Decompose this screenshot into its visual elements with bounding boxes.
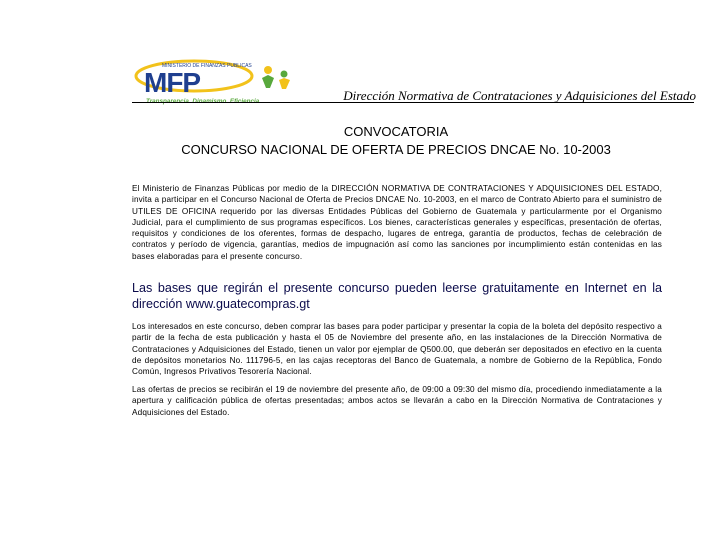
paragraph-bases-internet: Las bases que regirán el presente concurso pueden leerse gratuitamente en Internet en la dirección www.guatecompras.gt bbox=[132, 281, 662, 311]
logo-acronym: MFP bbox=[144, 67, 201, 98]
paragraph-offers-reception: Las ofertas de precios se recibirán el 19 de noviembre del presente año, de 09:00 a 09:30 del mismo día, procediendo inmediatamente a la apertura y calificación pública de ofertas presentadas; ambos actos se llevarán a cabo en la Dirección Normativa de Contrataciones y Adquisiciones del Estado. bbox=[132, 385, 662, 417]
concurso-title: CONCURSO NACIONAL DE OFERTA DE PRECIOS DNCAE No. 10-2003 bbox=[181, 142, 611, 157]
logo-figure2-body bbox=[279, 78, 290, 89]
paragraph-purchase-bases: Los interesados en este concurso, deben comprar las bases para poder participar y presentar la copia de la boleta del depósito respectivo a partir de la fecha de esta publicación y hasta el 05 de Noviembre del presente año, en las instalaciones de la Dirección Normativa de Contrataciones y Adquisiciones del Estado, tienen un valor por ejemplar de Q500.00, que deberán ser depositados en efectivo en la cuenta de depósitos monetarios No. 111796-5, en las cajas receptoras del Banco de Guatemala, a nombre de Gobierno de la República, Fondo Común, Ingresos Privativos Tesorería Nacional. bbox=[132, 322, 662, 376]
logo-slogan: Transparencia. Dinamismo. Eficiencia. bbox=[146, 98, 262, 105]
paragraph-invitation: El Ministerio de Finanzas Públicas por medio de la DIRECCIÓN NORMATIVA DE CONTRATACIONES Y ADQUISICIONES DEL ESTADO, invita a participar en el Concurso Nacional de Oferta de Precios DNCAE No. 10-2003, en el marco de Contrato Abierto para el suministro de UTILES DE OFICINA requerido por las diversas Entidades Públicas del Gobierno de Guatemala y particularmente por el Organismo Judicial, para el cumplimiento de sus programas específicos. Los bienes, características generales y específicas, presentación de ofertas, requisitos y condiciones de los oferentes, formas de despacho, lugares de entrega, garantía de productos, fechas de celebración de contratos y período de vigencia, garantías, medios de impugnación así como las sanciones por incumplimiento están contenidas en las bases elaboradas para el presente concurso. bbox=[132, 184, 662, 261]
logo-figure-body bbox=[262, 75, 274, 88]
ministry-logo bbox=[132, 58, 307, 106]
logo-ministry-text: MINISTERIO DE FINANZAS PUBLICAS bbox=[162, 63, 252, 69]
convocatoria-heading: CONVOCATORIA bbox=[343, 124, 449, 139]
header-title: Dirección Normativa de Contrataciones y Adquisiciones del Estado bbox=[343, 88, 696, 103]
logo-figure-head bbox=[264, 66, 272, 74]
logo-figure2-head bbox=[281, 71, 288, 78]
